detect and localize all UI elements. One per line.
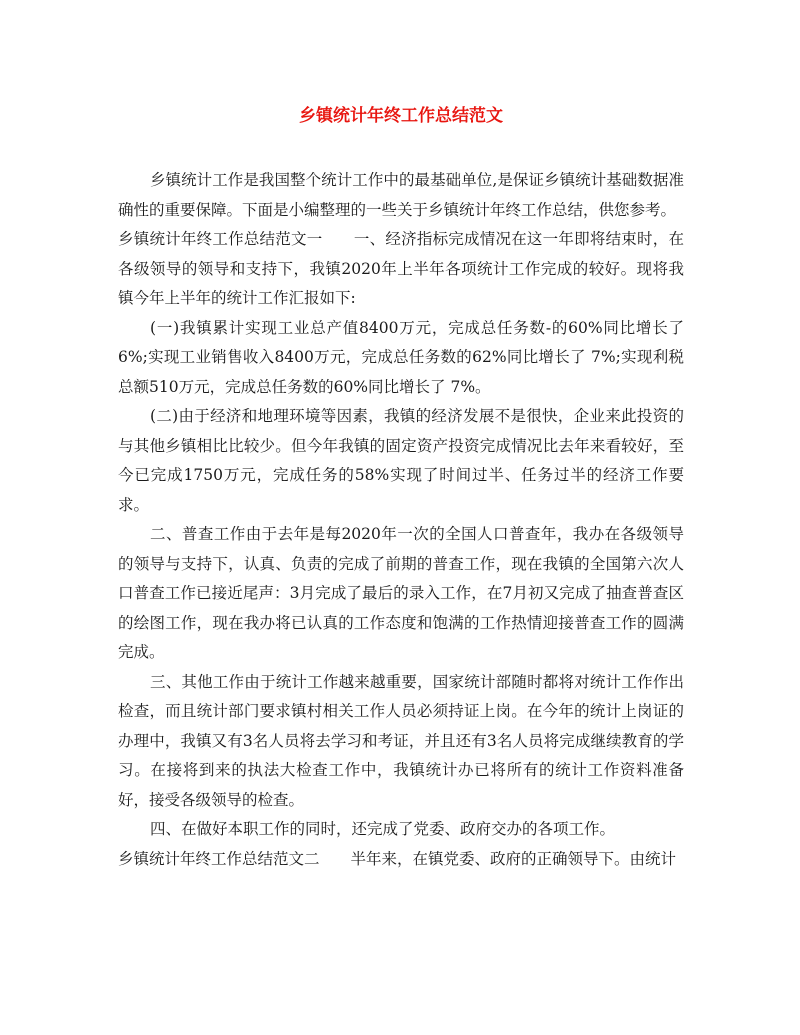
document-page [118, 104, 684, 874]
section-one-heading-paragraph: 乡镇统计年终工作总结范文一 一、经济指标完成情况在这一年即将结束时，在各级领导的领导和支持下，我镇2020年上半年各项统计工作完成的较好。现将我镇今年上半年的统计工作汇报如下: [118, 230, 684, 307]
investment-paragraph: (二)由于经济和地理环境等因素，我镇的经济发展不是很快，企业来此投资的与其他乡镇相比比较少。但今年我镇的固定资产投资完成情况比去年来看较好，至今已完成1750万元，完成任务的58%实现了时间过半、任务过半的经济工作要求。 [118, 407, 684, 514]
party-tasks-paragraph: 四、在做好本职工作的同时，还完成了党委、政府交办的各项工作。 [150, 820, 616, 838]
document-title: 乡镇统计年终工作总结范文 [299, 106, 503, 126]
other-work-paragraph: 三、其他工作由于统计工作越来越重要，国家统计部随时都将对统计工作作出检查，而且统计部门要求镇村相关工作人员必须持证上岗。在今年的统计上岗证的办理中，我镇又有3名人员将去学习和考证，并且还有3名人员将完成继续教育的学习。在接将到来的执法大检查工作中，我镇统计办已将所有的统计工作资料准备好，接受各级领导的检查。 [118, 672, 684, 809]
census-paragraph: 二、普查工作由于去年是每2020年一次的全国人口普查年，我办在各级领导的领导与支持下，认真、负责的完成了前期的普查工作，现在我镇的全国第六次人口普查工作已接近尾声：3月完成了最后的录入工作，在7月初又完成了抽查普查区的绘图工作，现在我办将已认真的工作态度和饱满的工作热情迎接普查工作的圆满完成。 [118, 525, 684, 661]
section-two-heading-paragraph: 乡镇统计年终工作总结范文二 半年来，在镇党委、政府的正确领导下。由统计 [118, 849, 677, 868]
intro-paragraph: 乡镇统计工作是我国整个统计工作中的最基础单位,是保证乡镇统计基础数据准确性的重要保障。下面是小编整理的一些关于乡镇统计年终工作总结，供您参考。 [118, 171, 684, 219]
industrial-output-paragraph: (一)我镇累计实现工业总产值8400万元，完成总任务数-的60%同比增长了6%;实现工业销售收入8400万元，完成总任务数的62%同比增长了 7%;实现利税总额510万元，完成总任务数的60%同比增长了 7%。 [118, 318, 684, 396]
